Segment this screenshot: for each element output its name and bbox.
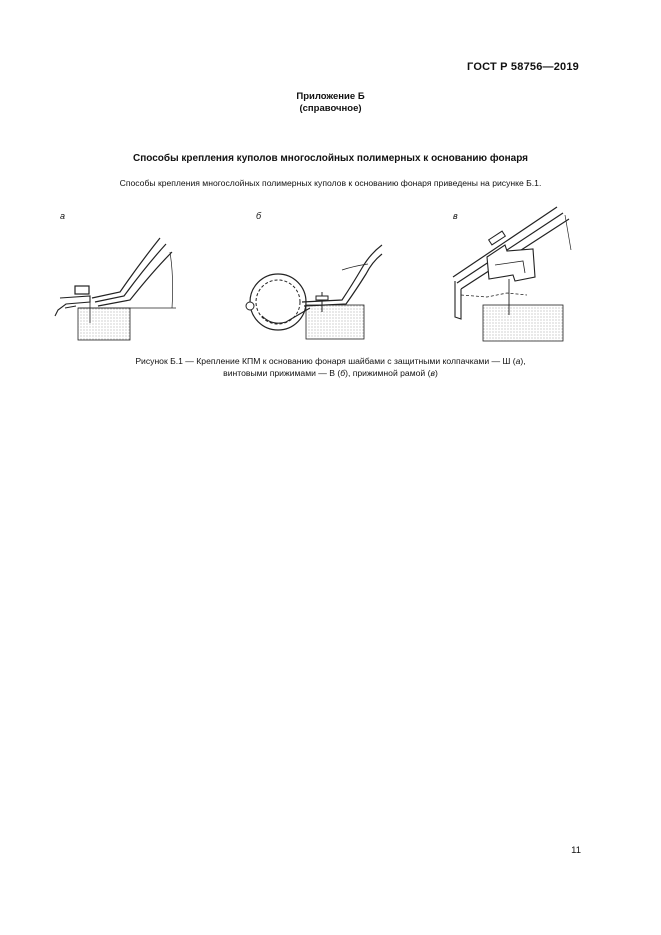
appendix-heading <box>0 91 661 115</box>
figure-label-a: а <box>60 211 66 221</box>
caption-text: ), прижимной рамой ( <box>345 368 431 378</box>
appendix-title: Приложение Б <box>296 91 365 102</box>
caption-italic: а <box>515 356 521 366</box>
caption-text: винтовыми прижимами — В ( <box>223 368 341 378</box>
caption-text: Рисунок Б.1 — Крепление КПМ к основанию фонаря шайбами с защитными колпачками — Ш ( <box>135 356 516 366</box>
standard-number: ГОСТ Р 58756—2019 <box>467 61 579 73</box>
caption-italic: б <box>340 368 346 378</box>
page-number: 11 <box>571 845 581 856</box>
appendix-subtitle: (справочное) <box>299 103 362 114</box>
caption-italic: в <box>430 368 435 378</box>
figure-label-v: в <box>453 211 458 221</box>
drawing-a <box>50 218 180 343</box>
section-title: Способы крепления куполов многослойных полимерных к основанию фонаря <box>132 153 528 164</box>
figure-label-b: б <box>256 211 262 221</box>
figure-caption-line-2 <box>60 367 601 379</box>
section-intro: Способы крепления многослойных полимерных куполов к основанию фонаря приведены на рисунке Б.1. <box>119 178 542 188</box>
drawing-b <box>242 230 382 345</box>
figure-caption-line-1 <box>60 355 601 367</box>
caption-text: ) <box>434 368 438 378</box>
caption-text: ), <box>520 356 526 366</box>
drawing-v <box>447 205 573 345</box>
figure-caption <box>60 355 601 379</box>
